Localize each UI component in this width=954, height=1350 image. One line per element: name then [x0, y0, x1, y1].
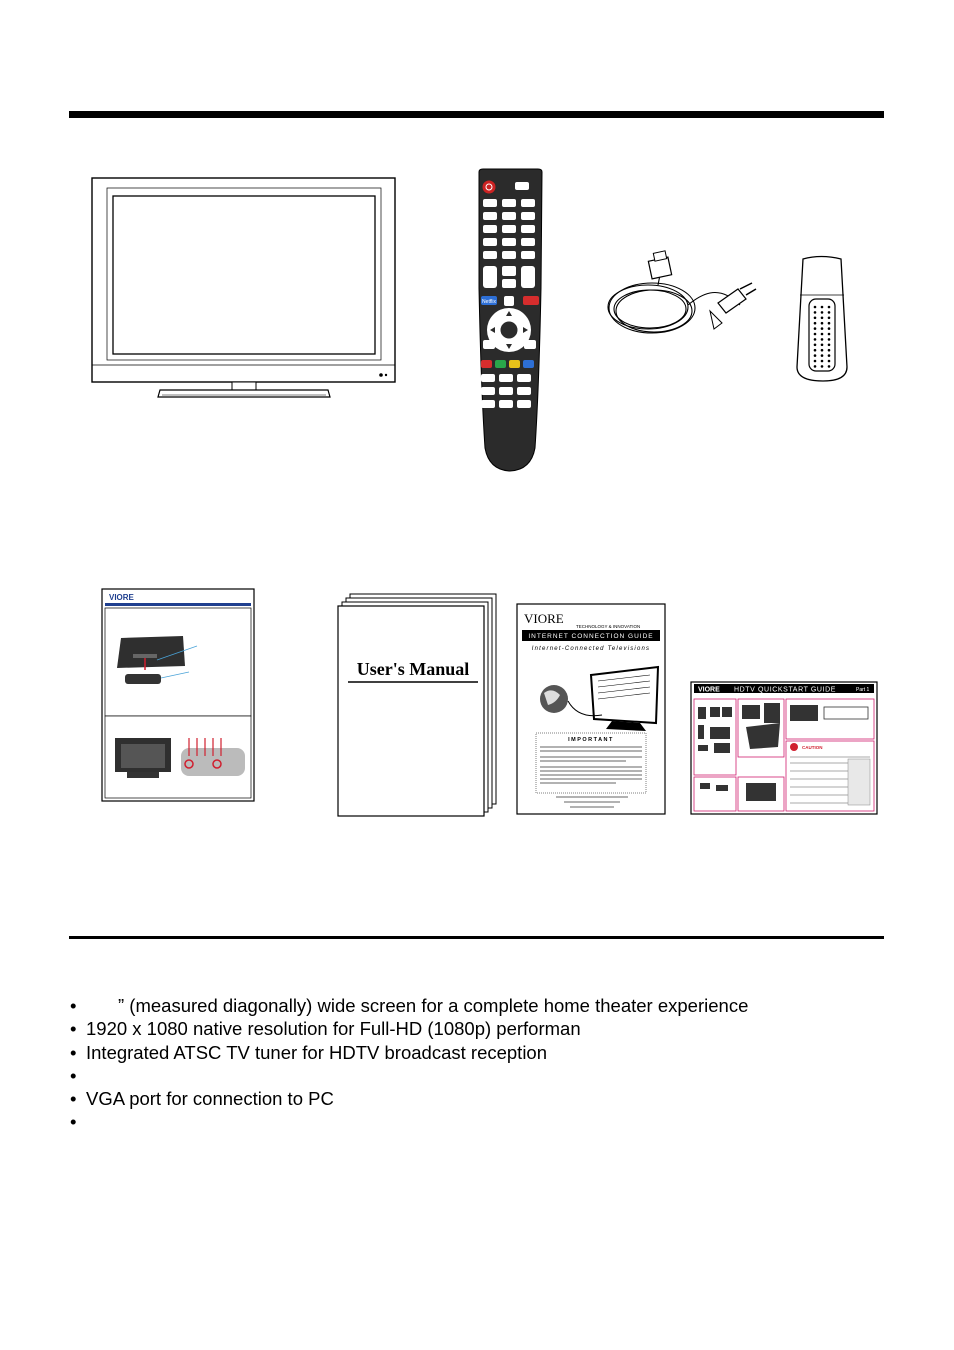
- connector-pin: [814, 349, 817, 352]
- connector-pin: [828, 327, 831, 330]
- yellow-key: [509, 360, 520, 368]
- connector-pin: [821, 344, 824, 347]
- connector-pin: [828, 317, 831, 320]
- hdtv-quickstart-guide: [690, 681, 878, 815]
- connector-pin: [814, 317, 817, 320]
- feature-text: Integrated ATSC TV tuner for HDTV broadcast reception: [86, 1041, 548, 1063]
- users-manual: [336, 593, 498, 819]
- connector-pin: [828, 365, 831, 368]
- stand-sheet-brand: VIORE: [109, 593, 134, 602]
- feature-bullet: •: [70, 1064, 77, 1086]
- connector-pin: [821, 354, 824, 357]
- connector-pin: [828, 344, 831, 347]
- connector-pin: [814, 360, 817, 363]
- feature-text: 1920 x 1080 native resolution for Full-HD (1080p) performan: [86, 1018, 581, 1040]
- connector-pin: [821, 349, 824, 352]
- internet-connection-guide: [516, 603, 666, 815]
- feature-bullet: •: [70, 1018, 77, 1040]
- feature-item: [70, 1064, 890, 1087]
- connector-pin: [828, 354, 831, 357]
- internet-guide-title: INTERNET CONNECTION GUIDE: [528, 633, 654, 640]
- adapter-illustration: [793, 255, 851, 385]
- feature-bullet: •: [70, 995, 77, 1016]
- connector-pin: [814, 344, 817, 347]
- green-key: [495, 360, 506, 368]
- connector-pin: [828, 360, 831, 363]
- red-key: [481, 360, 492, 368]
- connector-pin: [821, 322, 824, 325]
- connector-pin: [828, 349, 831, 352]
- connector-pin: [828, 338, 831, 341]
- feature-bullet: •: [70, 1041, 77, 1063]
- power-cord-illustration: [600, 245, 760, 345]
- connector-pin: [814, 327, 817, 330]
- feature-item: [70, 1041, 890, 1064]
- feature-item: [70, 1087, 890, 1110]
- users-manual-title: User's Manual: [356, 659, 470, 679]
- connector-pin: [821, 306, 824, 309]
- connector-pin: [828, 333, 831, 336]
- connector-pin: [814, 322, 817, 325]
- connector-pin: [814, 311, 817, 314]
- connector-pin: [821, 311, 824, 314]
- connector-pin: [821, 365, 824, 368]
- section-rule-features: [69, 936, 884, 939]
- quickstart-caution: CAUTION: [802, 745, 823, 750]
- internet-guide-brand: VIORE: [524, 611, 564, 626]
- connector-pin: [814, 365, 817, 368]
- feature-text: VGA port for connection to PC: [86, 1088, 334, 1110]
- connector-pin: [814, 354, 817, 357]
- quickstart-brand: VIORE: [698, 686, 720, 694]
- stand-setup-sheet: [101, 588, 255, 802]
- connector-pin: [814, 306, 817, 309]
- connector-pin: [828, 306, 831, 309]
- quickstart-title: HDTV QUICKSTART GUIDE: [734, 686, 837, 694]
- remote-control-illustration: [473, 168, 548, 475]
- tv-illustration: [88, 175, 403, 405]
- internet-guide-tagline: TECHNOLOGY & INNOVATION: [576, 624, 641, 629]
- connector-pin: [821, 327, 824, 330]
- feature-list: [70, 994, 890, 1134]
- quickstart-part: Part 1: [856, 687, 870, 693]
- feature-bullet: •: [70, 1111, 77, 1133]
- connector-pin: [821, 333, 824, 336]
- connector-pin: [821, 338, 824, 341]
- blue-key: [523, 360, 534, 368]
- internet-guide-subtitle: Internet-Connected Televisions: [531, 646, 651, 652]
- feature-item: [70, 994, 890, 1017]
- connector-pin: [828, 311, 831, 314]
- power-button: [483, 181, 496, 194]
- feature-item: [70, 1017, 890, 1040]
- section-rule-top: [69, 111, 884, 118]
- netflix-label: Netflix: [482, 299, 496, 305]
- internet-guide-important: IMPORTANT: [568, 737, 614, 743]
- feature-item: [70, 1110, 890, 1133]
- connector-pin: [814, 333, 817, 336]
- connector-pin: [821, 317, 824, 320]
- feature-text: ” (measured diagonally) wide screen for a complete home theater experience: [118, 995, 749, 1016]
- connector-pin: [814, 338, 817, 341]
- feature-bullet: •: [70, 1088, 77, 1110]
- connector-pin: [821, 360, 824, 363]
- connector-pin: [828, 322, 831, 325]
